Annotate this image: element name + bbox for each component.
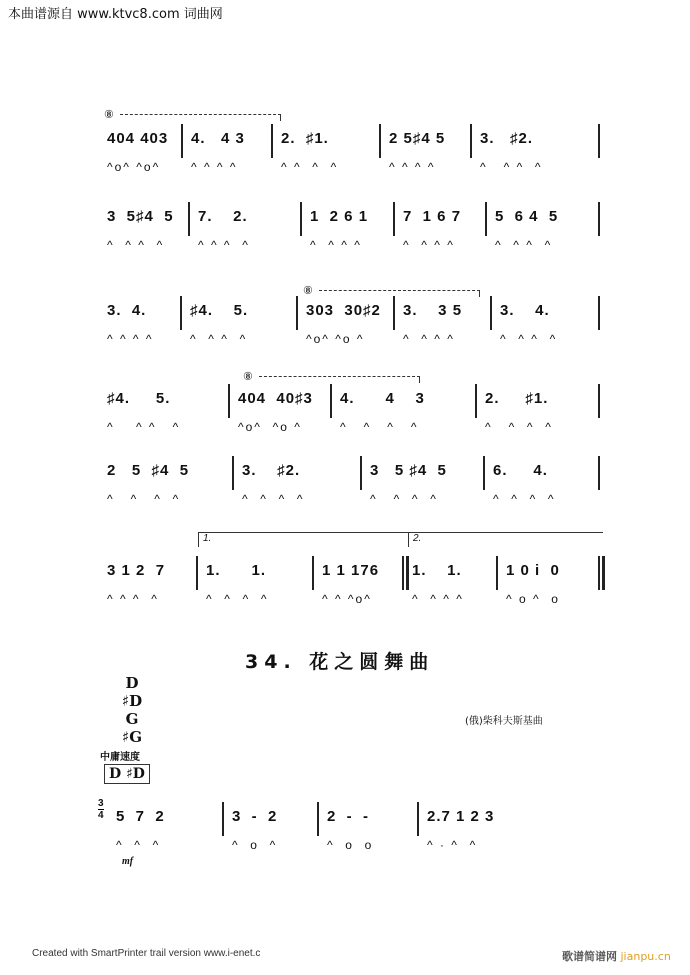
barline [483, 456, 485, 490]
measure [103, 208, 188, 264]
measure-articulations: ^ ^ ^ ^ [310, 238, 362, 252]
composer: (俄)柴科夫斯基曲 [465, 716, 543, 727]
barline [598, 556, 605, 590]
time-signature [98, 798, 104, 821]
key-sharp-d: ♯D [121, 692, 143, 710]
key-list [112, 674, 152, 746]
measure-articulations: ^o^ ^o ^ [306, 332, 365, 346]
measure [277, 130, 379, 186]
measure-articulations: ^ ^ ^ ^ [495, 238, 553, 252]
measure-notes: 4. 4 3 [340, 390, 425, 407]
watermark-cn: 歌谱简谱网 [562, 950, 617, 963]
measure [103, 390, 228, 446]
octave-dashed-line [259, 376, 420, 383]
measure [194, 208, 300, 264]
barline [188, 202, 190, 236]
time-sig-bottom: 4 [98, 810, 104, 821]
barline [393, 202, 395, 236]
octave-mark: ⑧ [303, 285, 313, 297]
measure-notes: 404 403 [107, 130, 169, 147]
measure-articulations: ^o^ ^o^ [107, 160, 161, 174]
measure [238, 462, 360, 518]
measure-notes: 1. 1. [206, 562, 267, 579]
measure-notes: 7. 2. [198, 208, 248, 225]
measure-notes: 5 7 2 [116, 808, 165, 825]
measure [228, 808, 317, 864]
music-line [103, 462, 599, 518]
measure-notes: 303 30♯2 [306, 302, 381, 319]
measure-notes: 2 - - [327, 808, 370, 825]
barline [300, 202, 302, 236]
measure-articulations: ^ ^ ^ ^ [412, 592, 464, 606]
barline [598, 296, 600, 330]
source-header: 本曲谱源自 www.ktvc8.com 词曲网 [8, 7, 223, 22]
measure-notes: 2 5 ♯4 5 [107, 462, 190, 479]
key-box: D ♯D [104, 764, 150, 784]
measure-notes: 3. 3 5 [403, 302, 463, 319]
measure-articulations: ^ ^ ^ ^ [340, 420, 419, 434]
barline [228, 384, 230, 418]
barline [232, 456, 234, 490]
barline [330, 384, 332, 418]
measure [202, 562, 312, 618]
measure-notes: 404 40♯3 [238, 390, 313, 407]
measure-articulations: ^ o ^ [232, 838, 278, 852]
measure-articulations: ^ ^ ^ ^ [281, 160, 339, 174]
measure-articulations: ^ ^ ^ ^ [485, 420, 553, 434]
music-line [103, 390, 599, 446]
dynamic-marking: mf [122, 856, 134, 867]
measure-notes: 2. ♯1. [281, 130, 329, 147]
measure-articulations: ^ ^ ^ ^ [107, 332, 154, 346]
barline [490, 296, 492, 330]
measure-notes: 1 0 i 0 [506, 562, 560, 579]
measure [187, 130, 271, 186]
measure [496, 302, 598, 358]
barline [379, 124, 381, 158]
measure-notes: 3 5♯4 5 [107, 208, 174, 225]
measure [103, 562, 196, 618]
barline [317, 802, 319, 836]
measure-articulations: ^ ^ ^ ^ [107, 238, 165, 252]
barline [475, 384, 477, 418]
measure-notes: 6. 4. [493, 462, 548, 479]
barline [271, 124, 273, 158]
time-sig-top: 3 [98, 798, 104, 809]
key-sharp-g: ♯G [121, 728, 143, 746]
measure-articulations: ^ ^ ^ ^ [370, 492, 438, 506]
measure [306, 208, 393, 264]
measure-articulations: ^o^ ^o ^ [238, 420, 302, 434]
barline [312, 556, 314, 590]
barline [496, 556, 498, 590]
barline [598, 456, 600, 490]
measure-notes: ♯4. 5. [107, 390, 171, 407]
measure-articulations: ^ ^ ^ ^ [198, 238, 250, 252]
measure [502, 562, 598, 618]
measure [476, 130, 598, 186]
measure [103, 130, 181, 186]
measure-articulations: ^ ^ ^ [116, 838, 161, 852]
barline [417, 802, 419, 836]
measure-articulations: ^ ^ ^ ^ [107, 492, 181, 506]
barline [196, 556, 198, 590]
measure [491, 208, 598, 264]
measure [103, 462, 232, 518]
music-line [103, 130, 599, 186]
measure-notes: 3 - 2 [232, 808, 278, 825]
barline [485, 202, 487, 236]
barline [360, 456, 362, 490]
measure-articulations: ^ ^ ^ ^ [389, 160, 436, 174]
barline [181, 124, 183, 158]
measure [399, 302, 490, 358]
key-g: G [125, 710, 139, 728]
measure [366, 462, 483, 518]
barline [222, 802, 224, 836]
measure [186, 302, 296, 358]
measure-articulations: ^ ^ ^o^ [322, 592, 372, 606]
key-d: D [125, 674, 139, 692]
measure-notes: 3 5 ♯4 5 [370, 462, 447, 479]
barline [402, 556, 409, 590]
music-line [103, 562, 599, 618]
measure-notes: 3. 4. [500, 302, 550, 319]
piece-title: 34. 花之圆舞曲 [245, 651, 435, 673]
measure [302, 302, 393, 358]
measure-articulations: ^ ^ ^ ^ [190, 332, 248, 346]
volta-second: 2. [408, 532, 603, 547]
measure-notes: 3. ♯2. [242, 462, 301, 479]
measure-articulations: ^ o ^ o [506, 592, 560, 606]
barline [296, 296, 298, 330]
footer-credit: Created with SmartPrinter trail version www.i-enet.c [32, 948, 261, 959]
measure-notes: 3. ♯2. [480, 130, 534, 147]
barline [470, 124, 472, 158]
measure-articulations: ^ ^ ^ ^ [480, 160, 543, 174]
measure [318, 562, 402, 618]
measure-notes: 7 1 6 7 [403, 208, 462, 225]
octave-mark: ⑧ [243, 371, 253, 383]
measure [489, 462, 598, 518]
measure-articulations: ^ o o [327, 838, 374, 852]
measure-notes: 1. 1. [412, 562, 462, 579]
measure-articulations: ^ ^ ^ ^ [403, 332, 455, 346]
measure-articulations: ^ ^ ^ ^ [206, 592, 269, 606]
watermark [562, 948, 671, 964]
measure [399, 208, 485, 264]
music-line [103, 302, 599, 358]
measure-notes: 3 1 2 7 [107, 562, 166, 579]
tempo-marking: 中庸速度 [100, 752, 140, 763]
barline [180, 296, 182, 330]
measure [336, 390, 475, 446]
measure [112, 808, 222, 864]
barline [598, 384, 600, 418]
music-line [112, 808, 532, 864]
music-line [103, 208, 599, 264]
measure-articulations: ^ ^ ^ ^ [191, 160, 238, 174]
measure-notes: 2 5♯4 5 [389, 130, 446, 147]
watermark-en: jianpu.cn [620, 950, 671, 963]
measure-articulations: ^ ^ ^ ^ [107, 420, 181, 434]
measure-notes: 2. ♯1. [485, 390, 549, 407]
barline [393, 296, 395, 330]
measure-articulations: ^ ^ ^ ^ [493, 492, 556, 506]
measure-articulations: ^ ^ ^ ^ [107, 592, 159, 606]
measure-notes: ♯4. 5. [190, 302, 249, 319]
measure-notes: 1 2 6 1 [310, 208, 369, 225]
measure [103, 302, 180, 358]
measure-notes: 1 1 176 [322, 562, 380, 579]
volta-first: 1. [198, 532, 408, 547]
measure-articulations: ^ ^ ^ ^ [500, 332, 558, 346]
measure [481, 390, 598, 446]
measure-articulations: ^ · ^ ^ [427, 838, 478, 852]
measure [323, 808, 417, 864]
octave-dashed-line [120, 114, 281, 121]
measure-articulations: ^ ^ ^ ^ [242, 492, 305, 506]
measure-notes: 3. 4. [107, 302, 147, 319]
measure [234, 390, 330, 446]
measure [408, 562, 496, 618]
measure-notes: 2.7 1 2 3 [427, 808, 495, 825]
measure-notes: 5 6 4 5 [495, 208, 559, 225]
octave-dashed-line [319, 290, 480, 297]
measure [423, 808, 532, 864]
measure [385, 130, 470, 186]
barline [598, 202, 600, 236]
measure-notes: 4. 4 3 [191, 130, 245, 147]
barline [598, 124, 600, 158]
measure-articulations: ^ ^ ^ ^ [403, 238, 455, 252]
octave-mark: ⑧ [104, 109, 114, 121]
